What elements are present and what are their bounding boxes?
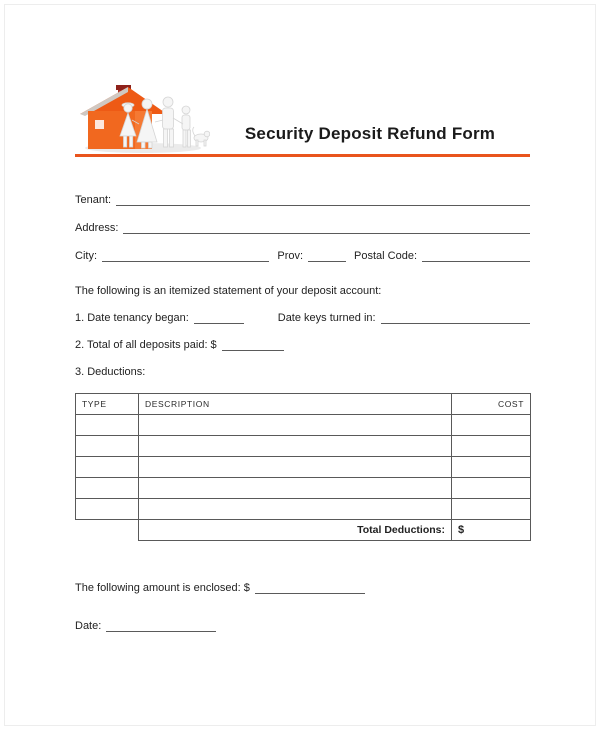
deductions-cell[interactable]: [139, 457, 452, 478]
description-column-header: DESCRIPTION: [139, 394, 452, 415]
house-family-logo: [75, 84, 210, 154]
tenant-input-line[interactable]: [116, 191, 530, 206]
form-page: [75, 0, 530, 643]
city-label: City:: [75, 250, 97, 262]
statement-item-3: [75, 361, 530, 378]
closing-section: [75, 577, 530, 632]
statement-item-2: [75, 334, 530, 351]
address-label: Address:: [75, 222, 119, 234]
date-keys-turned-in-line[interactable]: [381, 309, 530, 324]
deductions-empty-row: [76, 499, 531, 520]
statement-section: [75, 280, 530, 378]
date-row: [75, 615, 530, 632]
form-title: Security Deposit Refund Form: [244, 124, 496, 143]
deductions-cell[interactable]: [452, 499, 531, 520]
form-header: [75, 84, 530, 157]
deductions-body: [76, 415, 531, 520]
statement-item-1: [75, 307, 530, 324]
deductions-label: 3. Deductions:: [75, 366, 146, 378]
deductions-empty-row: [76, 415, 531, 436]
total-deductions-row: [76, 520, 531, 541]
address-row: [75, 217, 530, 234]
deductions-cell[interactable]: [452, 415, 531, 436]
statement-intro-text: The following is an itemized statement of your deposit account:: [75, 285, 382, 297]
deductions-cell[interactable]: [139, 436, 452, 457]
statement-intro: [75, 280, 530, 297]
deductions-empty-row: [76, 478, 531, 499]
deductions-cell[interactable]: [452, 457, 531, 478]
deductions-cell[interactable]: [76, 436, 139, 457]
address-input-line[interactable]: [123, 219, 530, 234]
deductions-header-row: [76, 394, 531, 415]
deductions-cell[interactable]: [139, 415, 452, 436]
total-deposits-paid-label: 2. Total of all deposits paid: $: [75, 339, 217, 351]
deductions-cell[interactable]: [76, 457, 139, 478]
total-deposits-paid-line[interactable]: [222, 336, 284, 351]
date-tenancy-began-label: 1. Date tenancy began:: [75, 312, 189, 324]
deductions-empty-row: [76, 436, 531, 457]
city-row: [75, 245, 530, 262]
cost-column-header: COST: [452, 394, 531, 415]
amount-enclosed-row: [75, 577, 530, 594]
total-row-spacer: [76, 520, 139, 541]
deductions-cell[interactable]: [452, 436, 531, 457]
tenant-row: [75, 189, 530, 206]
amount-enclosed-label: The following amount is enclosed: $: [75, 582, 250, 594]
postal-code-label: Postal Code:: [354, 250, 418, 262]
city-input-line[interactable]: [102, 247, 269, 262]
prov-input-line[interactable]: [308, 247, 346, 262]
date-line[interactable]: [106, 617, 216, 632]
deductions-cell[interactable]: [76, 499, 139, 520]
deductions-table: [75, 393, 531, 541]
total-deductions-value-cell[interactable]: $: [452, 520, 531, 541]
amount-enclosed-line[interactable]: [255, 579, 365, 594]
tenant-label: Tenant:: [75, 194, 112, 206]
total-deductions-label: Total Deductions:: [139, 520, 452, 541]
deductions-cell[interactable]: [139, 499, 452, 520]
tenant-info-section: [75, 189, 530, 262]
date-keys-turned-in-label: Date keys turned in:: [277, 312, 376, 324]
deductions-cell[interactable]: [76, 478, 139, 499]
deductions-empty-row: [76, 457, 531, 478]
type-column-header: TYPE: [76, 394, 139, 415]
postal-code-input-line[interactable]: [422, 247, 530, 262]
date-tenancy-began-line[interactable]: [194, 309, 244, 324]
date-label: Date:: [75, 620, 102, 632]
deductions-cell[interactable]: [452, 478, 531, 499]
prov-label: Prov:: [277, 250, 304, 262]
deductions-cell[interactable]: [139, 478, 452, 499]
deductions-cell[interactable]: [76, 415, 139, 436]
